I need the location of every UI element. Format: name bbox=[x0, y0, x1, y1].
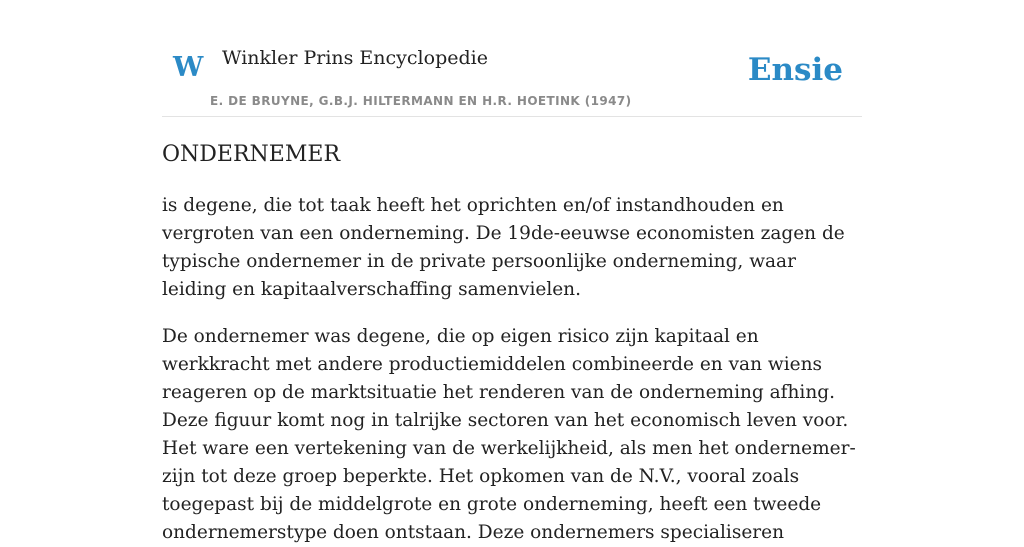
publication-title[interactable]: Winkler Prins Encyclopedie bbox=[222, 47, 488, 69]
article-paragraph: is degene, die tot taak heeft het oprichten en/of instandhouden en vergroten van een onderneming. De 19de-eeuwse economisten zagen de typische ondernemer in de private persoonlijke onderneming, waar leiding en kapitaalverschaffing samenvielen. bbox=[162, 195, 845, 300]
article-body bbox=[162, 192, 862, 547]
publication-logo-icon[interactable]: W bbox=[173, 52, 204, 83]
ensie-brand-logo[interactable]: Ensie bbox=[747, 52, 843, 88]
page-header bbox=[162, 0, 862, 117]
article bbox=[162, 138, 862, 547]
article-title: ONDERNEMER bbox=[162, 142, 341, 167]
publication-authors: E. DE BRUYNE, G.B.J. HILTERMANN EN H.R. HOETINK (1947) bbox=[210, 94, 632, 108]
article-paragraph: De ondernemer was degene, die op eigen risico zijn kapitaal en werkkracht met andere productiemiddelen combineerde en van wiens reageren op de marktsituatie het renderen van de onderneming afhing. Deze figuur komt nog in talrijke sectoren van het economisch leven voor. Het ware een vertekening van de werkelijkheid, als men het ondernemer-zijn tot deze groep beperkte. Het opkomen van de N.V., vooral zoals toegepast bij de middelgrote en grote onderneming, heeft een tweede ondernemerstype doen ontstaan. Deze ondernemers specialiseren bbox=[162, 326, 856, 543]
